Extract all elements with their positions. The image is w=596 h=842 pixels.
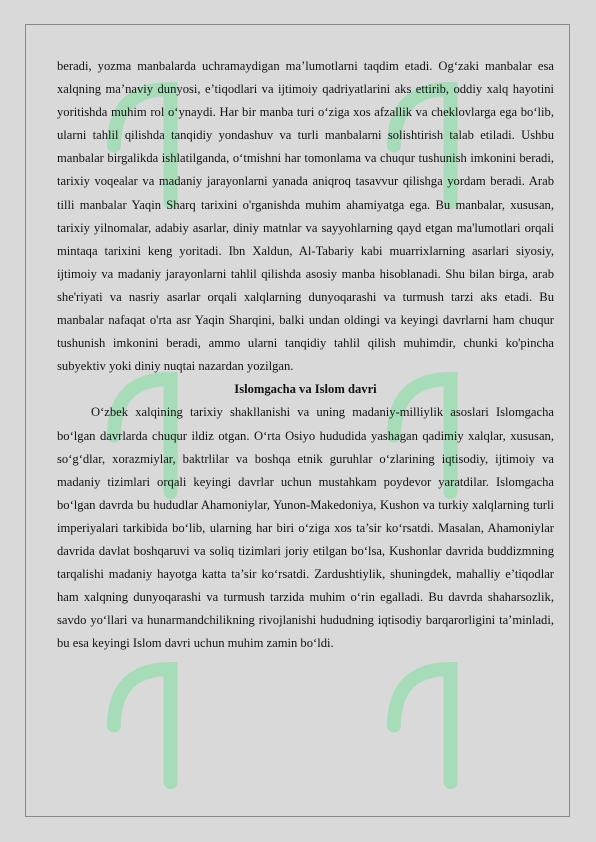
body-paragraph: O‘zbek xalqining tarixiy shakllanishi va uning madaniy-milliylik asoslari Islomgacha bo‘lgan davrlarda chuqur ildiz otgan. O‘rta Osiyo hududida yashagan qadimiy xalqlar, xususan, so‘g‘dlar, xorazmiylar, baktrlilar va boshqa etnik guruhlar o‘zlarining iqtisodiy, ijtimoiy va madaniy tizimlari orqali keyingi davrlar uchun mustahkam poydevor yaratdilar. Islomgacha bo‘lgan davrda bu hududlar Ahamoniylar, Yunon-Makedoniya, Kushon va turkiy xalqlarning turli imperiyalari tarkibida bo‘lib, ularning har biri o‘ziga xos ta’sir ko‘rsatdi. Masalan, Ahamoniylar davrida davlat boshqaruvi va soliq tizimlari joriy etilgan bo‘lsa, Kushonlar davrida buddizmning tarqalishi madaniy hayotga katta ta’sir ko‘rsatdi. Zardushtiylik, shuningdek, mahalliy e’tiqodlar ham xalqning dunyoqarashi va turmush tarzida muhim o‘rin egalladi. Bu davrda shaharsozlik, savdo yo‘llari va hunarmandchilikning rivojlanishi hududning iqtisodiy barqarorligini ta’minladi, bu esa keyingi Islom davri uchun muhim zamin bo‘ldi. [57, 405, 554, 651]
body-paragraph: beradi, yozma manbalarda uchramaydigan ma’lumotlarni taqdim etadi. Og‘zaki manbalar esa xalqning ma’naviy dunyosi, e’tiqodlari va ijtimoiy qadriyatlarini aks ettirib, oddiy xalq hayotini yoritishda muhim rol o‘ynaydi. Har bir manba turi o‘ziga xos afzallik va cheklovlarga ega bo‘lib, ularni tahlil qilishda tanqidiy yondashuv va turli manbalarni solishtirish talab etiladi. Ushbu manbalar birgalikda ishlatilganda, o‘tmishni har tomonlama va chuqur tushunish imkonini beradi, tarixiy voqealar va madaniy jarayonlarni yanada aniqroq tasavvur qilishga yordam beradi. Arab tilli manbalar Yaqin Sharq tarixini o'rganishda muhim ahamiyatga ega. Bu manbalar, xususan, tarixiy yilnomalar, adabiy asarlar, diniy matnlar va sayyohlarning qayd etgan ma'lumotlari orqali mintaqa tarixini keng yoritadi. Ibn Xaldun, Al-Tabariy kabi muarrixlarning asarlari siyosiy, ijtimoiy va madaniy jarayonlarni tahlil qilishda asosiy manba hisoblanadi. Shu bilan birga, arab she'riyati va nasriy asarlar orqali xalqlarning dunyoqarashi va turmush tarzi aks etadi. Bu manbalar nafaqat o'rta asr Yaqin Sharqini, balki undan oldingi va keyingi davrlarni ham chuqur tushunish imkonini beradi, ammo ularni tanqidiy tahlil qilish muhimdir, chunki ko'pincha subyektiv yoki diniy nuqtai nazardan yozilgan. [57, 59, 554, 374]
document-body [57, 55, 554, 655]
section-heading: Islomgacha va Islom davri [234, 382, 377, 397]
